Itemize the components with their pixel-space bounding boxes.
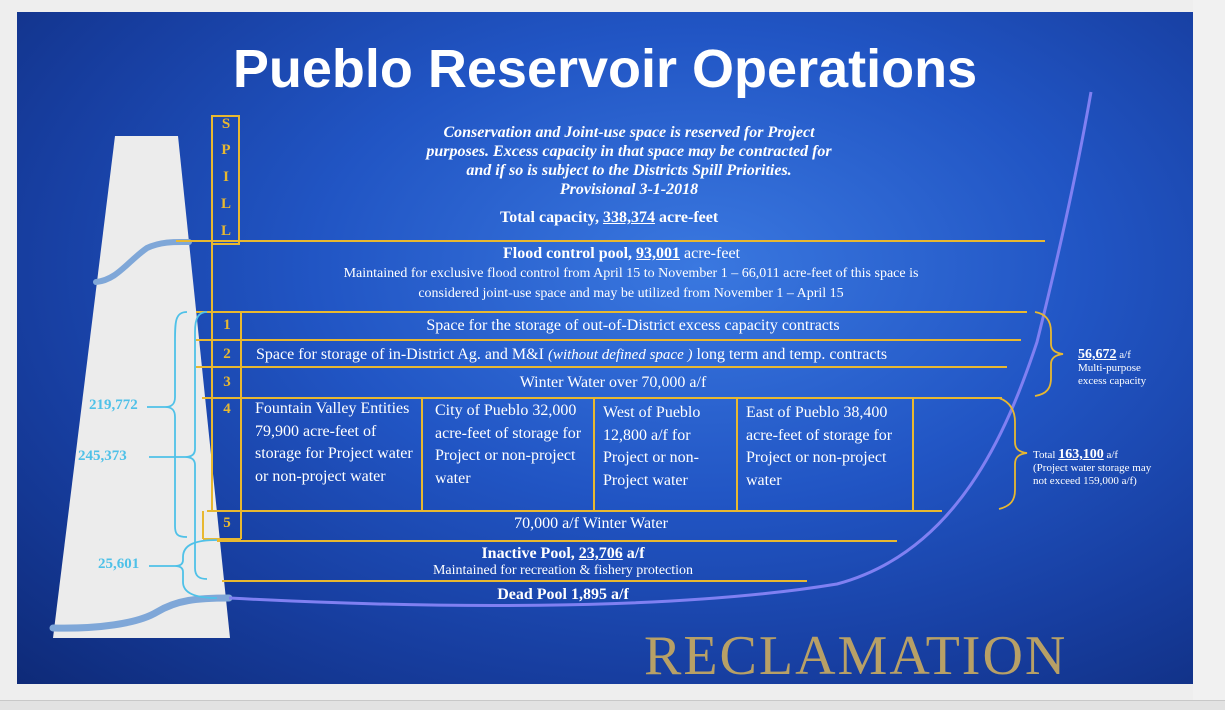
bracket-163100 xyxy=(999,398,1027,509)
priority-number-1: 1 xyxy=(223,317,231,333)
priority-number-3: 3 xyxy=(223,374,231,390)
priority-2-text: Space for storage of in-District Ag. and M&I (without defined space ) long term and temp. contracts xyxy=(256,346,888,363)
intro-line-3: and if so is subject to the Districts Spill Priorities. xyxy=(466,162,792,179)
total-163100-label: Total 163,100 a/f (Project water storage may not exceed 159,000 a/f) xyxy=(1033,447,1152,487)
reclamation-logo: RECLAMATION xyxy=(644,625,1068,684)
flood-pool-desc-2: considered joint-use space and may be utilized from November 1 – April 15 xyxy=(418,286,844,301)
page-title: Pueblo Reservoir Operations xyxy=(232,39,978,99)
window-right-margin xyxy=(1193,0,1225,700)
dead-pool-label: Dead Pool 1,895 a/f xyxy=(497,586,629,603)
bracket-label-219772: 219,772 xyxy=(89,397,138,413)
priority-3-text: Winter Water over 70,000 a/f xyxy=(519,374,707,391)
inactive-pool-desc: Maintained for recreation & fishery protection xyxy=(432,563,694,578)
bracket-label-25601: 25,601 xyxy=(98,556,140,572)
intro-line-2: purposes. Excess capacity in that space may be contracted for xyxy=(426,143,832,160)
spill-letter-p: P xyxy=(221,142,231,158)
entity-east-of-pueblo: East of Pueblo 38,400 acre-feet of storage for Project or non-project water xyxy=(746,404,893,489)
priority-number-5: 5 xyxy=(223,515,231,531)
total-capacity: Total capacity, 338,374 acre-feet xyxy=(500,209,719,226)
intro-line-4: Provisional 3-1-2018 xyxy=(559,181,699,198)
spill-letter-i: I xyxy=(223,169,229,185)
spill-letter-s: S xyxy=(221,116,231,132)
multipurpose-label: 56,672 a/f Multi-purpose excess capacity xyxy=(1078,347,1147,387)
diagram-slide xyxy=(17,12,1193,684)
inactive-pool-heading: Inactive Pool, 23,706 a/f xyxy=(481,545,645,562)
priority-5-text: 70,000 a/f Winter Water xyxy=(514,515,668,532)
bracket-56672 xyxy=(1035,312,1063,396)
intro-line-1: Conservation and Joint-use space is reserved for Project xyxy=(443,124,815,141)
bracket-label-245373: 245,373 xyxy=(78,448,127,464)
entity-west-of-pueblo: West of Pueblo 12,800 a/f for Project or non-Project water xyxy=(603,404,701,489)
entity-city-of-pueblo: City of Pueblo 32,000 acre-feet of storage for Project or non-project water xyxy=(435,402,582,487)
flood-pool-heading: Flood control pool, 93,001 acre-feet xyxy=(503,245,740,262)
priority-1-text: Space for the storage of out-of-District excess capacity contracts xyxy=(426,317,840,334)
flood-pool-desc-1: Maintained for exclusive flood control from April 15 to November 1 – 66,011 acre-feet of this space is xyxy=(343,266,919,281)
dam-shape xyxy=(53,136,230,638)
spill-letter-l2: L xyxy=(220,223,231,239)
priority-number-2: 2 xyxy=(223,346,231,362)
priority-number-4: 4 xyxy=(223,401,231,417)
spill-letter-l1: L xyxy=(220,196,231,212)
entity-fountain-valley: Fountain Valley Entities 79,900 acre-feet of storage for Project water or non-project water xyxy=(255,400,413,485)
